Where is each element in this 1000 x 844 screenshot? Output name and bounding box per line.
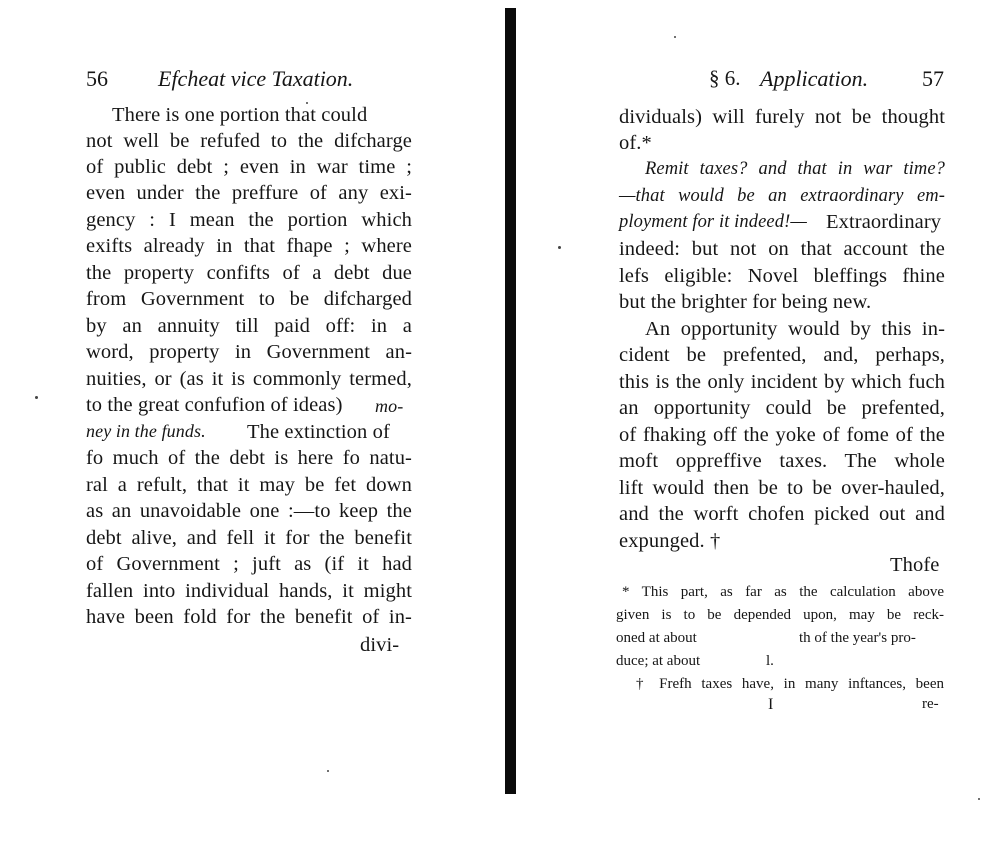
page-number-left: 56: [86, 66, 108, 91]
footnote-line: † Frefh taxes have, in many inftances, been: [636, 676, 944, 692]
text-line: indeed: but not on that account the: [619, 238, 945, 260]
section-mark: § 6.: [709, 66, 741, 90]
text-line: Extraordinary: [826, 211, 942, 233]
running-head-right: Application.: [760, 66, 869, 91]
paper-speck: [978, 798, 980, 800]
text-line: moft oppreffive taxes. The whole: [619, 450, 945, 472]
italic-fragment: mo-: [375, 396, 404, 416]
catchword: re-: [922, 696, 939, 712]
text-line: of Government ; juft as (if it had: [86, 553, 412, 575]
paper-speck: [306, 102, 308, 104]
text-line: this is the only incident by which fuch: [619, 371, 945, 393]
text-line: but the brighter for being new.: [619, 291, 872, 313]
text-line: an opportunity could be prefented,: [619, 397, 945, 419]
paper-speck: [35, 396, 38, 399]
text-line: dividuals) will furely not be thought: [619, 106, 945, 128]
text-line: and the worft chofen picked out and: [619, 503, 945, 525]
text-line: An opportunity would by this in-: [645, 318, 945, 340]
text-line: cident be prefented, and, perhaps,: [619, 344, 945, 366]
italic-fragment: ney in the funds.: [86, 421, 206, 441]
footnote-line: given is to be depended upon, may be reck-: [616, 607, 944, 623]
text-line: not well be refufed to the difcharge: [86, 130, 412, 152]
text-line: word, property in Government an-: [86, 341, 412, 363]
text-line: to the great confufion of ideas): [86, 394, 343, 416]
running-head-left: Efcheat vice Taxation.: [158, 66, 354, 91]
book-gutter: [505, 8, 516, 794]
paper-speck: [674, 36, 676, 38]
text-line: of fhaking off the yoke of fome of the: [619, 424, 945, 446]
text-line: the property confifts of a debt due: [86, 262, 412, 284]
paper-speck: [558, 246, 561, 249]
text-line: The extinction of: [247, 421, 390, 443]
text-line: from Government to be difcharged: [86, 288, 412, 310]
text-line: lefs eligible: Novel bleffings fhine: [619, 265, 945, 287]
footnote-line: duce; at about: [616, 653, 701, 669]
text-line: expunged. †: [619, 530, 721, 552]
italic-line: Remit taxes? and that in war time?: [645, 159, 945, 179]
page-number-right: 57: [922, 66, 944, 91]
catchword: Thofe: [890, 554, 940, 576]
text-line: as an unavoidable one :—to keep the: [86, 500, 412, 522]
text-line: gency : I mean the portion which: [86, 209, 412, 231]
footnote-line: th of the year's pro-: [799, 630, 916, 646]
text-line: exifts already in that fhape ; where: [86, 235, 412, 257]
paper-speck: [327, 770, 329, 772]
right-page: [516, 0, 1000, 844]
text-line: debt alive, and fell it for the benefit: [86, 527, 412, 549]
text-line: of.*: [619, 132, 652, 154]
footnote-line: l.: [766, 653, 774, 669]
text-line: even under the preffure of any exi-: [86, 182, 412, 204]
footnote-line: oned at about: [616, 630, 697, 646]
text-line: fo much of the debt is here fo natu-: [86, 447, 412, 469]
text-line: lift would then be to be over-hauled,: [619, 477, 945, 499]
text-line: fallen into individual hands, it might: [86, 580, 412, 602]
text-line: have been fold for the benefit of in-: [86, 606, 412, 628]
text-line: There is one portion that could: [112, 104, 368, 126]
signature-mark: I: [768, 696, 774, 713]
italic-line: —that would be an extraordinary em-: [619, 186, 945, 206]
text-line: by an annuity till paid off: in a: [86, 315, 412, 337]
footnote-line: * This part, as far as the calculation above: [622, 584, 944, 600]
catchword: divi-: [360, 634, 400, 656]
text-line: ral a refult, that it may be fet down: [86, 474, 412, 496]
text-line: nuities, or (as it is commonly termed,: [86, 368, 412, 390]
text-line: of public debt ; even in war time ;: [86, 156, 412, 178]
italic-line: ployment for it indeed!—: [619, 212, 807, 232]
